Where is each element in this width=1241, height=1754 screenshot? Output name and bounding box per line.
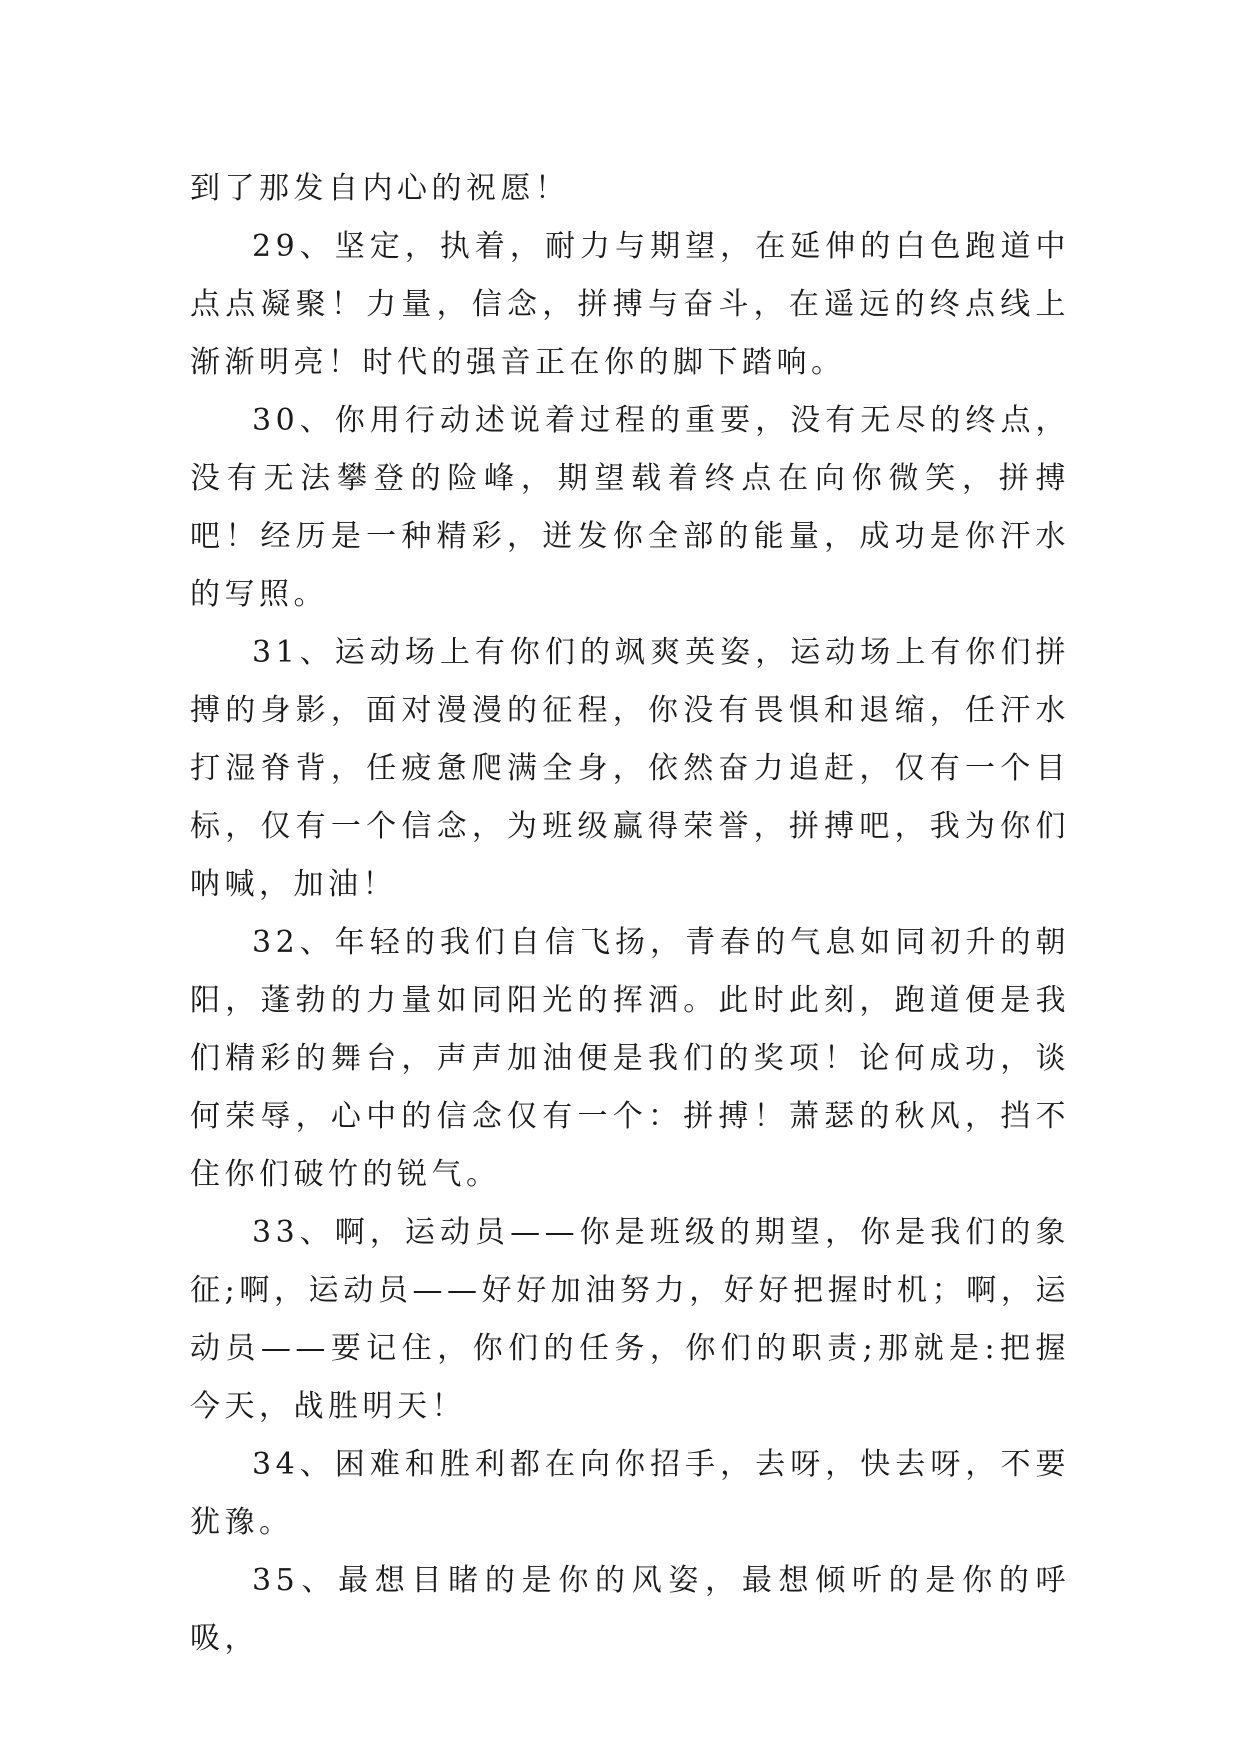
paragraph-29: 29、坚定，执着，耐力与期望，在延伸的白色跑道中点点凝聚！力量，信念，拼搏与奋斗，在遥远的终点线上渐渐明亮！时代的强音正在你的脚下踏响。: [190, 229, 1070, 380]
paragraph-32: 32、年轻的我们自信飞扬，青春的气息如同初升的朝阳，蓬勃的力量如同阳光的挥洒。此时此刻，跑道便是我们精彩的舞台，声声加油便是我们的奖项！论何成功，谈何荣辱，心中的信念仅有一个：拼搏！萧瑟的秋风，挡不住你们破竹的锐气。: [190, 925, 1070, 1192]
paragraph-34: 34、困难和胜利都在向你招手，去呀，快去呀，不要犹豫。: [190, 1447, 1070, 1540]
paragraph-30: 30、你用行动述说着过程的重要，没有无尽的终点，没有无法攀登的险峰，期望载着终点在向你微笑，拼搏吧！经历是一种精彩，迸发你全部的能量，成功是你汗水的写照。: [190, 403, 1070, 612]
paragraph-33: 33、啊，运动员——你是班级的期望，你是我们的象征;啊，运动员——好好加油努力，好好把握时机；啊，运动员——要记住，你们的任务，你们的职责;那就是:把握今天，战胜明天！: [190, 1215, 1070, 1424]
paragraph-35: 35、最想目睹的是你的风姿，最想倾听的是你的呼吸，: [190, 1563, 1070, 1656]
paragraph-31: 31、运动场上有你们的飒爽英姿，运动场上有你们拼搏的身影，面对漫漫的征程，你没有畏惧和退缩，任汗水打湿脊背，任疲惫爬满全身，依然奋力追赶，仅有一个目标，仅有一个信念，为班级赢得荣誉，拼搏吧，我为你们呐喊，加油！: [190, 635, 1070, 902]
document-body: [190, 160, 1070, 1668]
paragraph-continued: 到了那发自内心的祝愿！: [190, 171, 570, 206]
